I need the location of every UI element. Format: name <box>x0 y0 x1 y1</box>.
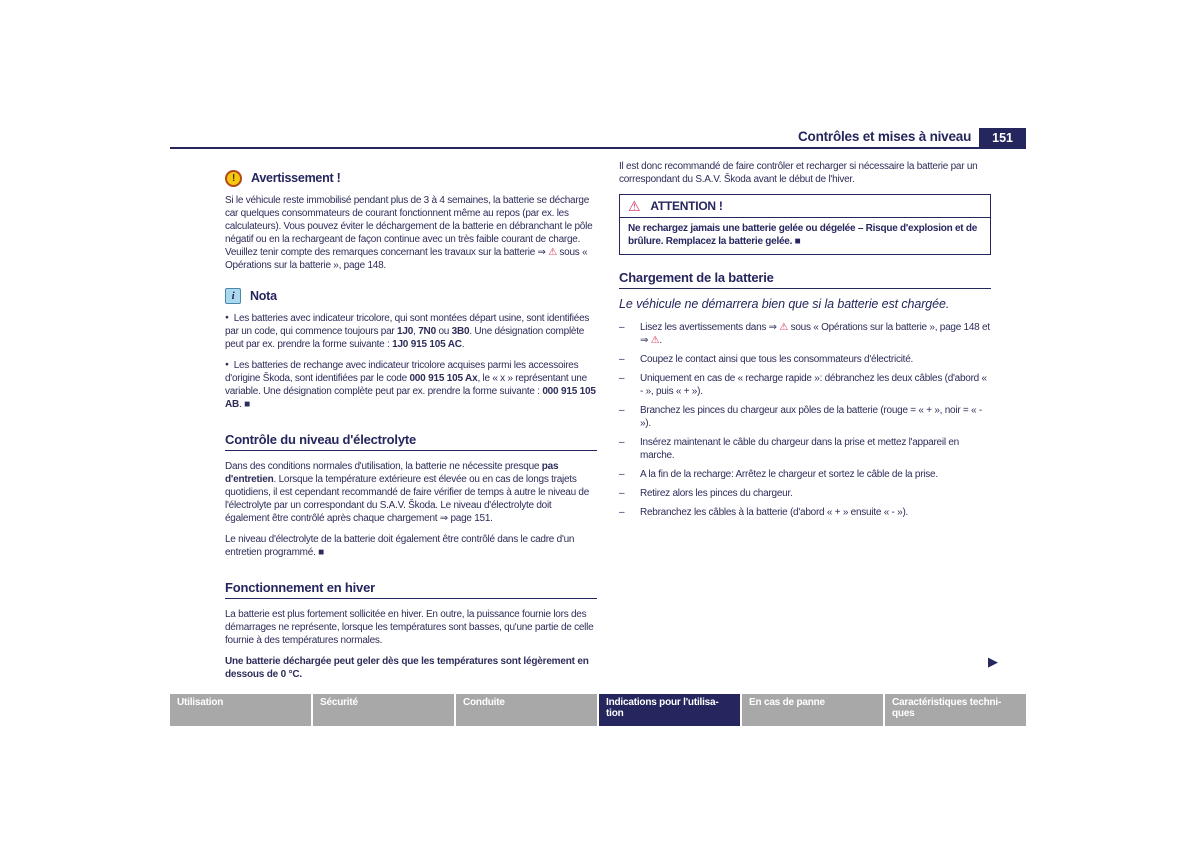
dash-marker: – <box>619 322 625 333</box>
chapter-tab[interactable]: Caractéristiques techni- ques <box>885 694 1026 726</box>
chapter-tab[interactable]: Utilisation <box>170 694 311 726</box>
dash-marker: – <box>619 488 625 499</box>
page-number-badge: 151 <box>979 128 1026 147</box>
attention-box <box>619 194 991 255</box>
dash-marker: – <box>619 354 625 365</box>
charging-step-item: – Retirez alors les pinces du chargeur. <box>619 488 793 499</box>
warning-title: Avertissement ! <box>251 171 341 185</box>
warning-circle-icon: ! <box>225 170 242 187</box>
charging-step-item: – Branchez les pinces du chargeur aux pôles de la batterie (rouge = « + », noir = « - »). <box>619 405 982 429</box>
chapter-tab[interactable]: Sécurité <box>313 694 454 726</box>
dash-marker: – <box>619 469 625 480</box>
section-title-winter: Fonctionnement en hiver <box>225 581 597 599</box>
chapter-tab[interactable]: Indications pour l'utilisa- tion <box>599 694 740 726</box>
dash-marker: – <box>619 507 625 518</box>
nota-heading <box>225 288 597 304</box>
dash-marker: – <box>619 437 625 448</box>
info-icon: i <box>225 288 241 304</box>
electrolyte-paragraph-2: Le niveau d'électrolyte de la batterie doit également être contrôlé dans le cadre d'un entretien programmé. ■ <box>225 534 575 558</box>
bullet-icon: ● <box>225 314 229 321</box>
winter-paragraph-1: La batterie est plus fortement sollicitée en hiver. En outre, la puissance fournie lors des démarrages ne représente, lorsque les températures sont basses, qu'une partie de celle fournie à des températures normales. <box>225 609 594 646</box>
charging-step-item: – Uniquement en cas de « recharge rapide »: débranchez les deux câbles (d'abord « - », puis « + »). <box>619 373 987 397</box>
charging-step-item: – Lisez les avertissements dans ⇒ ⚠ sous « Opérations sur la batterie », page 148 et ⇒ ⚠. <box>619 322 990 346</box>
chapter-tab[interactable]: Conduite <box>456 694 597 726</box>
dash-marker: – <box>619 405 625 416</box>
warning-heading <box>225 170 597 187</box>
charging-steps-list <box>619 321 991 519</box>
charging-step-item: – A la fin de la recharge: Arrêtez le chargeur et sortez le câble de la prise. <box>619 469 938 480</box>
attention-body: Ne rechargez jamais une batterie gelée ou dégelée – Risque d'explosion et de brûlure. Remplacez la batterie gelée. ■ <box>628 223 978 247</box>
electrolyte-paragraph-1: Dans des conditions normales d'utilisation, la batterie ne nécessite presque pas d'entretien. Lorsque la température extérieure est élevée ou en cas de longs trajets quotidiens, il est cependant recommandé de faire vérifier de temps à autre le niveau de l'électrolyte par un correspondant du S.A.V. Škoda. Le niveau d'électrolyte doit également être contrôlé après chaque chargement ⇒ page 151. <box>225 461 590 524</box>
section-title-charging: Chargement de la batterie <box>619 271 991 289</box>
winter-paragraph-2: Une batterie déchargée peut geler dès que les températures sont légèrement en dessous de 0 °C. <box>225 656 589 680</box>
section-title-electrolyte: Contrôle du niveau d'électrolyte <box>225 433 597 451</box>
charging-lead-sentence: Le véhicule ne démarrera bien que si la batterie est chargée. <box>619 297 950 311</box>
nota-bullet-item: ● Les batteries de rechange avec indicateur tricolore acquises parmi les accessoires d'origine Škoda, sont identifiées par le code 000 915 105 Ax, le « x » représentant une variable. Une désignation complète peut par ex. prendre la forme suivante : 000 915 105 AB. ■ <box>225 360 596 410</box>
charging-step-item: – Insérez maintenant le câble du chargeur dans la prise et mettez l'appareil en marche. <box>619 437 959 461</box>
left-column <box>225 160 597 689</box>
content-columns <box>225 160 991 689</box>
nota-bullet-item: ● Les batteries avec indicateur tricolore, qui sont montées départ usine, sont identifiées par un code, qui commence toujours par 1J0, 7N0 ou 3B0. Une désignation complète peut par ex. prendre la forme suivante : 1J0 915 105 AC. <box>225 313 590 350</box>
chapter-tab[interactable]: En cas de panne <box>742 694 883 726</box>
continuation-arrow-icon: ▶ <box>988 654 998 669</box>
attention-header <box>620 195 990 218</box>
chapter-title: Contrôles et mises à niveau <box>797 129 972 144</box>
bullet-icon: ● <box>225 361 229 368</box>
nota-bullet-list <box>225 311 597 411</box>
right-column <box>619 160 991 689</box>
warning-triangle-icon: ⚠ <box>628 198 641 214</box>
warning-paragraph: Si le véhicule reste immobilisé pendant plus de 3 à 4 semaines, la batterie se décharge car quelques consommateurs de courant fonctionnent même au repos (par ex. les calculateurs). Vous pouvez éviter le déchargement de la batterie en débranchant le pôle négatif ou en la rechargeant de façon continue avec un très faible courant de charge. Veuillez tenir compte des remarques concernant les travaux sur la batterie ⇒ ⚠ sous « Opérations sur la batterie », page 148. <box>225 195 593 271</box>
nota-title: Nota <box>250 288 277 303</box>
page-header <box>170 128 1026 149</box>
attention-title: ATTENTION ! <box>650 198 723 213</box>
charging-step-item: – Rebranchez les câbles à la batterie (d'abord « + » ensuite « - »). <box>619 507 909 518</box>
charging-step-item: – Coupez le contact ainsi que tous les consommateurs d'électricité. <box>619 354 914 365</box>
dash-marker: – <box>619 373 625 384</box>
intro-paragraph: Il est donc recommandé de faire contrôler et recharger si nécessaire la batterie par un correspondant du S.A.V. Škoda avant le début de l'hiver. <box>619 161 978 185</box>
chapter-tab-bar <box>170 694 1026 726</box>
